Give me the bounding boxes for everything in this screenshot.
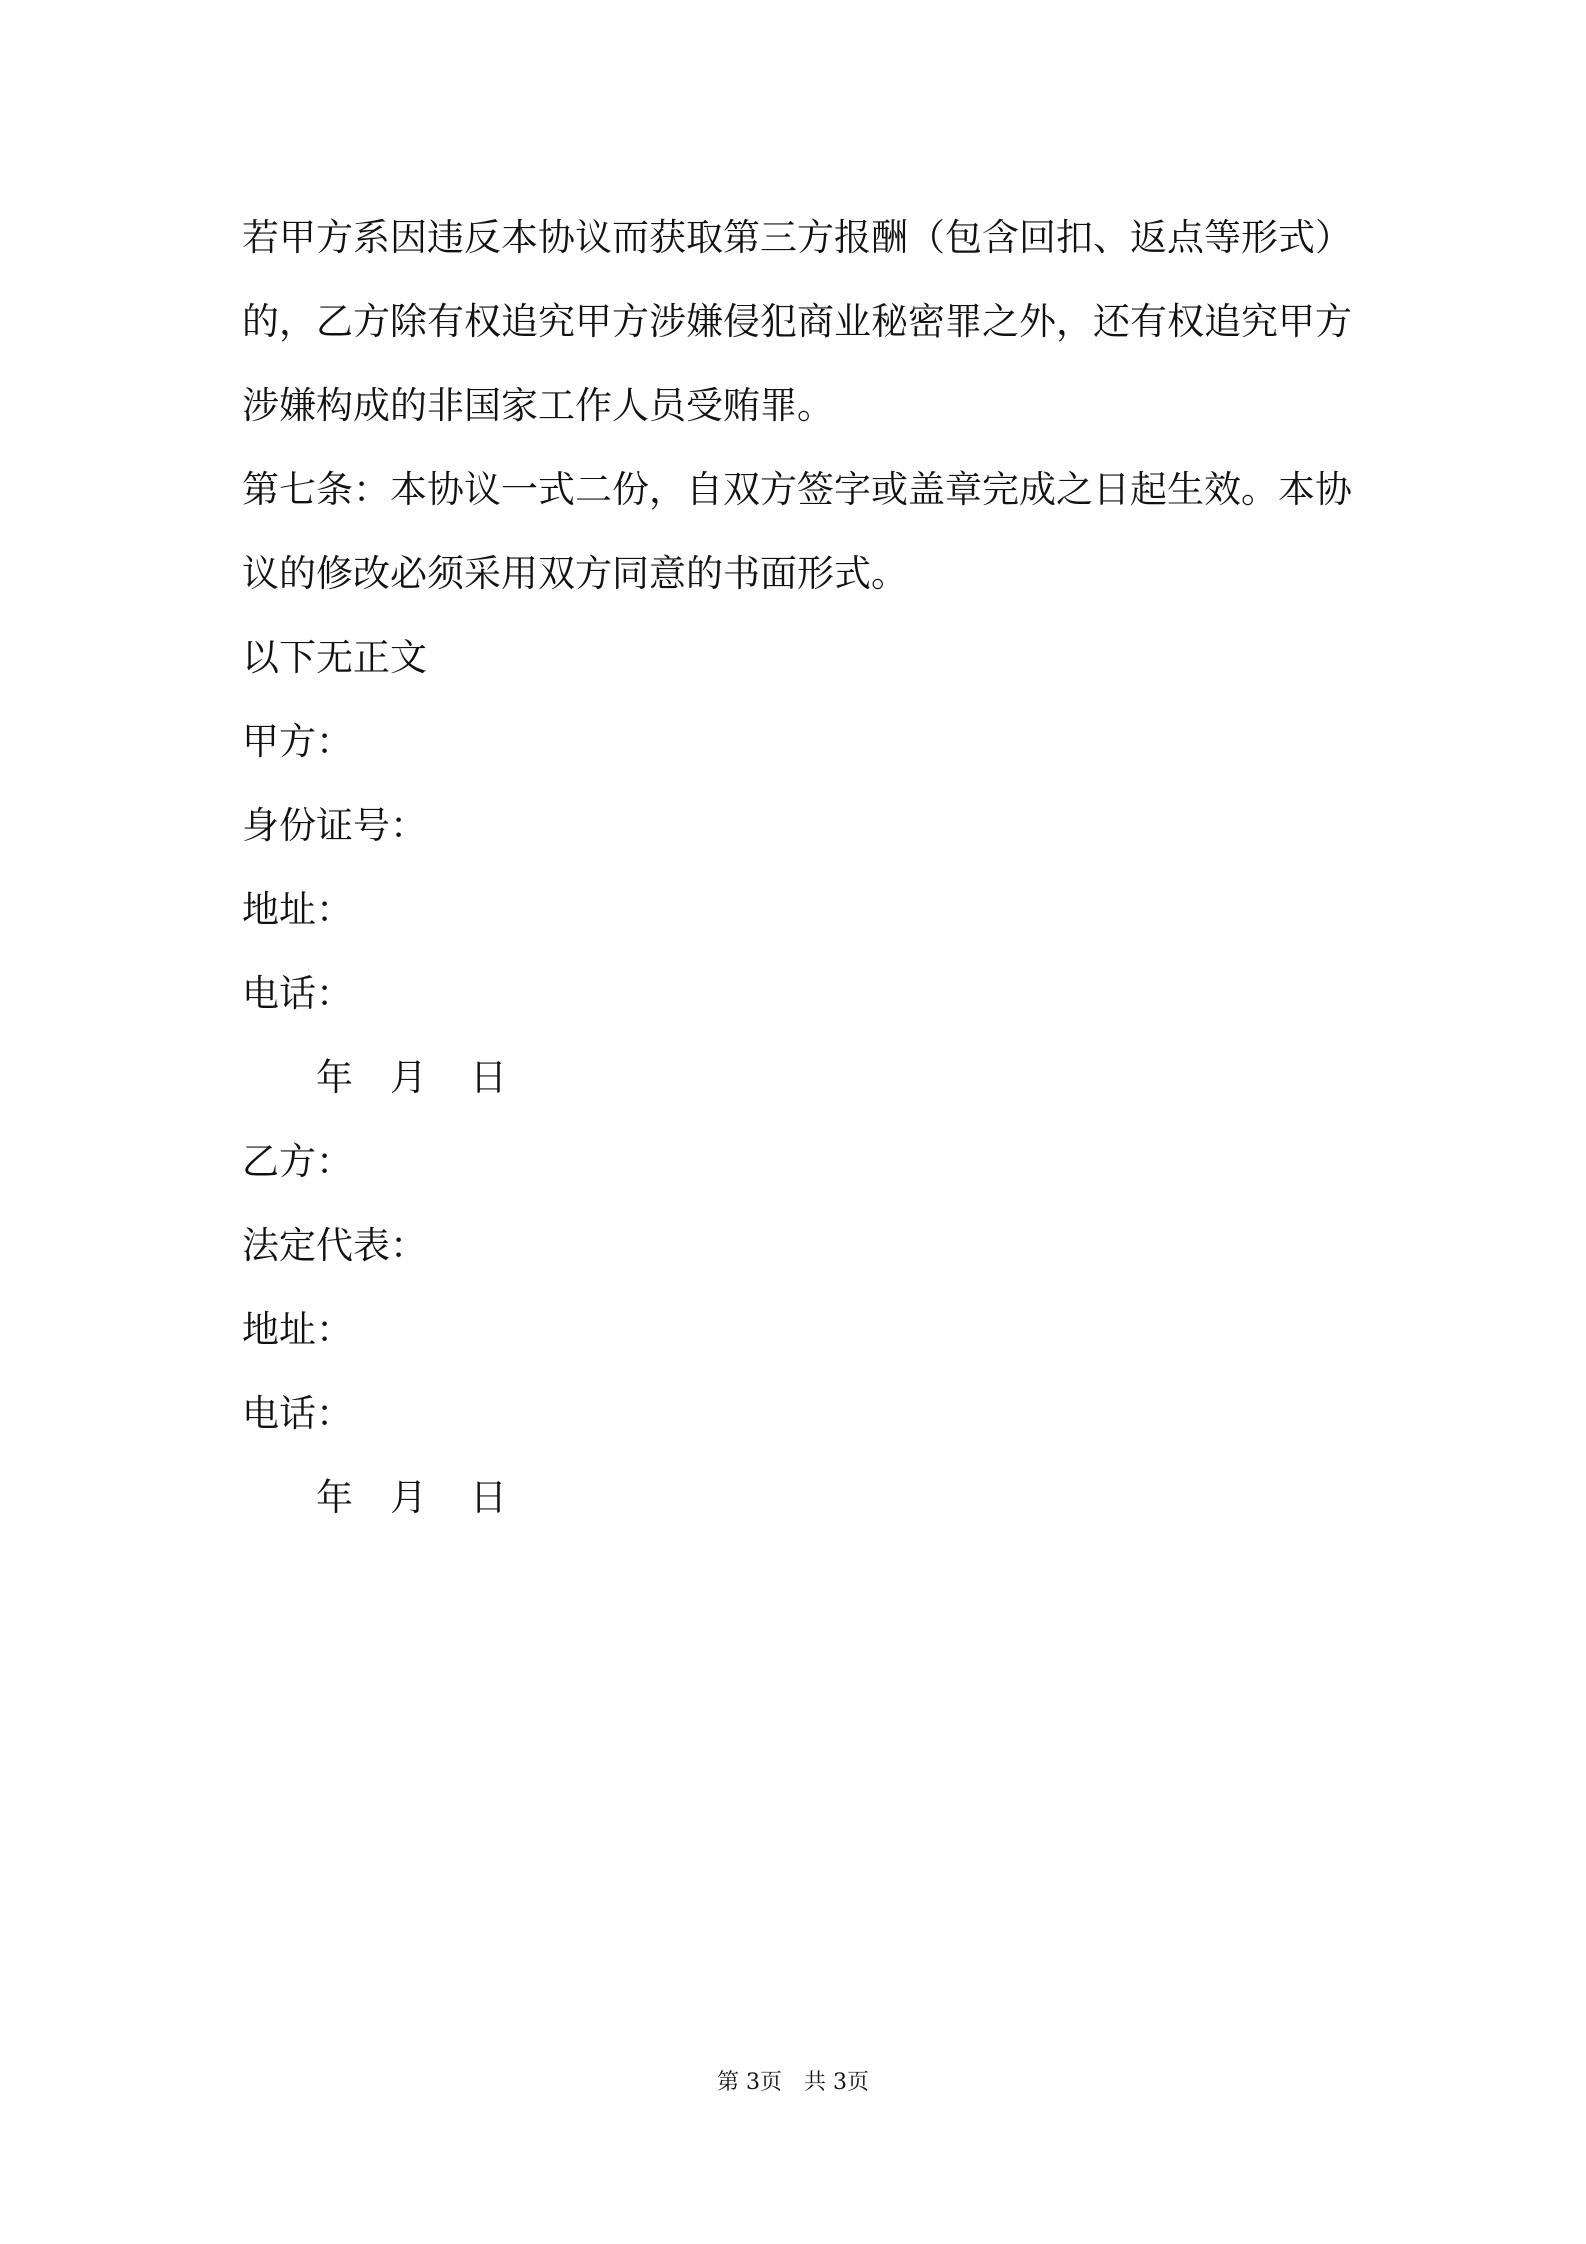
page-footer bbox=[0, 2065, 1586, 2096]
party-b-rep-label: 法定代表： bbox=[242, 1224, 427, 1267]
month-label: 月 bbox=[390, 1056, 427, 1099]
end-note: 以下无正文 bbox=[242, 636, 427, 679]
party-b-phone-label: 电话： bbox=[242, 1392, 353, 1435]
party-a-phone-label: 电话： bbox=[242, 972, 353, 1015]
party-b-label: 乙方： bbox=[242, 1140, 353, 1183]
year-label: 年 bbox=[316, 1476, 353, 1519]
party-a-label: 甲方： bbox=[242, 720, 353, 763]
party-b-address-label: 地址： bbox=[242, 1308, 353, 1351]
paragraph-line: 若甲方系因违反本协议而获取第三方报酬（包含回扣、返点等形式） bbox=[242, 216, 1352, 259]
party-a-address-label: 地址： bbox=[242, 888, 353, 931]
party-a-id-label: 身份证号： bbox=[242, 804, 427, 847]
article-seven-line: 议的修改必须采用双方同意的书面形式。 bbox=[242, 552, 908, 595]
day-label: 日 bbox=[470, 1476, 507, 1519]
page-number-current: 第 3页 bbox=[717, 2070, 782, 2095]
paragraph-line: 的，乙方除有权追究甲方涉嫌侵犯商业秘密罪之外，还有权追究甲方 bbox=[242, 300, 1352, 343]
paragraph-line: 涉嫌构成的非国家工作人员受贿罪。 bbox=[242, 384, 834, 427]
page-number-total: 共 3页 bbox=[804, 2070, 869, 2095]
party-b-date bbox=[242, 1456, 1362, 1540]
party-a-date bbox=[242, 1036, 1362, 1120]
year-label: 年 bbox=[316, 1056, 353, 1099]
day-label: 日 bbox=[470, 1056, 507, 1099]
document-body bbox=[242, 196, 1362, 1540]
month-label: 月 bbox=[390, 1476, 427, 1519]
article-seven-line: 第七条：本协议一式二份，自双方签字或盖章完成之日起生效。本协 bbox=[242, 468, 1352, 511]
